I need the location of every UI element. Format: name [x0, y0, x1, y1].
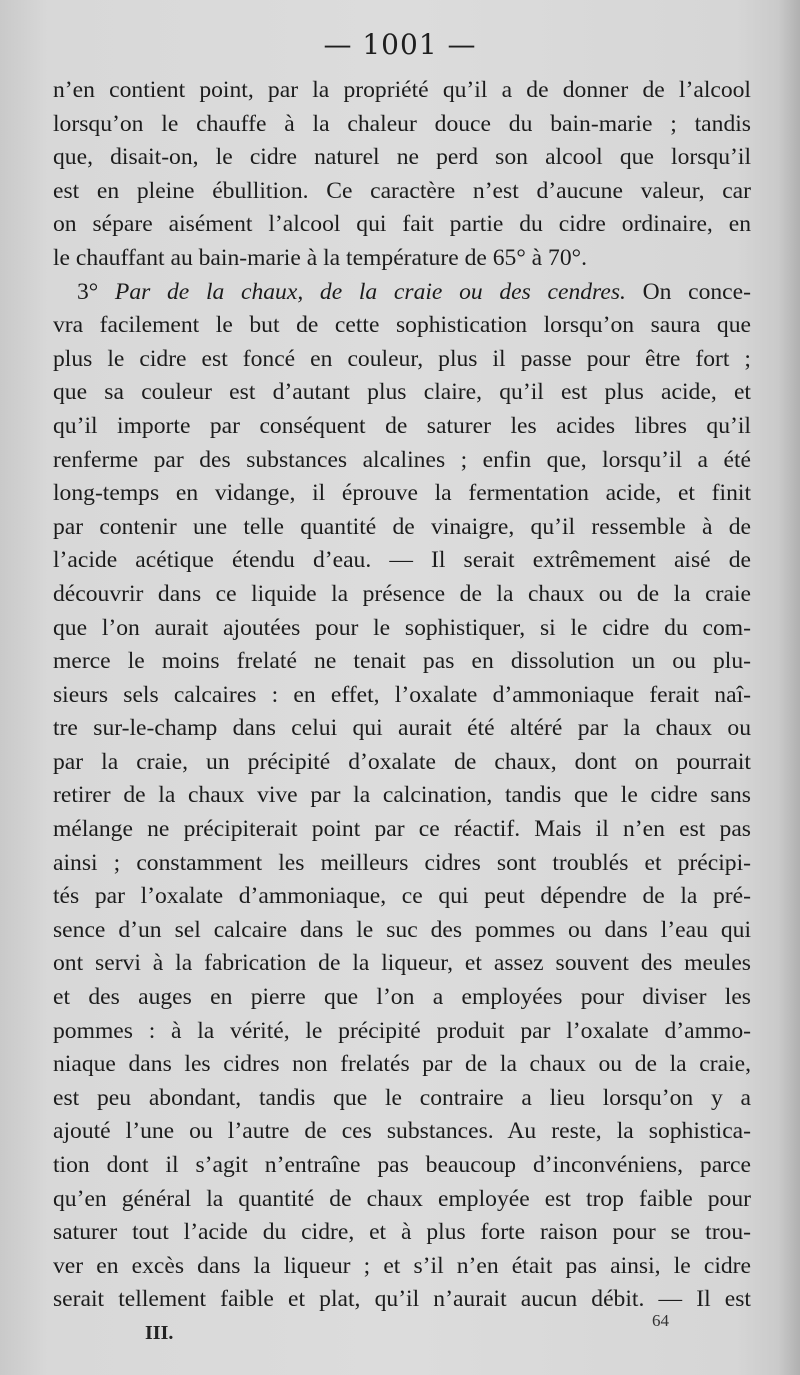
paragraph-number: 3°: [77, 278, 99, 305]
text-line: saturer tout l’acide du cidre, et à plus forte raison pour se trou-: [53, 1219, 751, 1246]
text-line: sieurs sels calcaires : en effet, l’oxalate d’ammoniaque ferait naî-: [53, 681, 751, 708]
text-line: que l’on aurait ajoutées pour le sophistiquer, si le cidre du com-: [53, 614, 751, 641]
text-line: long-temps en vidange, il éprouve la fermentation acide, et finit: [53, 480, 751, 507]
text-line: que sa couleur est d’autant plus claire, qu’il est plus acide, et: [53, 379, 751, 406]
text-line: l’acide acétique étendu d’eau. — Il serait extrêmement aisé de: [53, 547, 751, 574]
body-text: [53, 74, 751, 1317]
text-line: tre sur-le-champ dans celui qui aurait été altéré par la chaux ou: [53, 715, 751, 742]
text-line: merce le moins frelaté ne tenait pas en dissolution un ou plu-: [53, 648, 751, 675]
text-line: renferme par des substances alcalines ; enfin que, lorsqu’il a été: [53, 446, 751, 473]
paragraph-start: On conce-: [642, 278, 751, 305]
text-line: est en pleine ébullition. Ce caractère n’est d’aucune valeur, car: [53, 177, 751, 204]
text-line: qu’en général la quantité de chaux employée est trop faible pour: [53, 1185, 751, 1212]
text-line: retirer de la chaux vive par la calcination, tandis que le cidre sans: [53, 782, 751, 809]
signature-mark: III.: [145, 1322, 174, 1344]
text-line: ainsi ; constamment les meilleurs cidres sont troublés et précipi-: [53, 849, 751, 876]
paragraph-title: Par de la chaux, de la craie ou des cendres.: [114, 278, 626, 305]
text-line: on sépare aisément l’alcool qui fait partie du cidre ordinaire, en: [53, 211, 751, 238]
text-line: ont servi à la fabrication de la liqueur, et assez souvent des meules: [53, 950, 751, 977]
page-number-header: — 1001 —: [323, 28, 477, 61]
text-line: n’en contient point, par la propriété qu’il a de donner de l’alcool: [53, 77, 751, 103]
text-line: et des auges en pierre que l’on a employées pour diviser les: [53, 984, 751, 1011]
paragraph-heading-line: [53, 276, 751, 310]
gathering-number: 64: [652, 1311, 669, 1330]
text-line: découvrir dans ce liquide la présence de la chaux ou de la craie: [53, 580, 751, 607]
text-line: ver en excès dans la liqueur ; et s’il n’en était pas ainsi, le cidre: [53, 1252, 751, 1279]
text-line: vra facilement le but de cette sophistication lorsqu’on saura que: [53, 312, 751, 339]
text-line: mélange ne précipiterait point par ce réactif. Mais il n’en est pas: [53, 816, 751, 843]
text-line: par la craie, un précipité d’oxalate de chaux, dont on pourrait: [53, 748, 751, 775]
text-line: ajouté l’une ou l’autre de ces substances. Au reste, la sophistica-: [53, 1118, 751, 1145]
text-line: plus le cidre est foncé en couleur, plus il passe pour être fort ;: [53, 345, 751, 372]
text-line: qu’il importe par conséquent de saturer les acides libres qu’il: [53, 412, 751, 439]
text-line: que, disait-on, le cidre naturel ne perd son alcool que lorsqu’il: [53, 144, 751, 171]
text-line: est peu abondant, tandis que le contraire a lieu lorsqu’on y a: [53, 1084, 751, 1111]
text-line: par contenir une telle quantité de vinaigre, qu’il ressemble à de: [53, 513, 751, 540]
text-line: pommes : à la vérité, le précipité produit par l’oxalate d’ammo-: [53, 1017, 751, 1044]
text-line: lorsqu’on le chauffe à la chaleur douce du bain-marie ; tandis: [53, 110, 751, 137]
text-line: sence d’un sel calcaire dans le suc des pommes ou dans l’eau qui: [53, 916, 751, 943]
text-line: tion dont il s’agit n’entraîne pas beaucoup d’inconvéniens, parce: [53, 1152, 751, 1178]
text-line: tés par l’oxalate d’ammoniaque, ce qui peut dépendre de la pré-: [53, 883, 751, 910]
text-line: serait tellement faible et plat, qu’il n’aurait aucun débit. — Il est: [53, 1286, 751, 1313]
page-edge-shadow: [778, 0, 800, 1375]
text-line: le chauffant au bain-marie à la température de 65° à 70°.: [53, 244, 587, 271]
text-line: niaque dans les cidres non frelatés par de la chaux ou de la craie,: [53, 1051, 751, 1078]
